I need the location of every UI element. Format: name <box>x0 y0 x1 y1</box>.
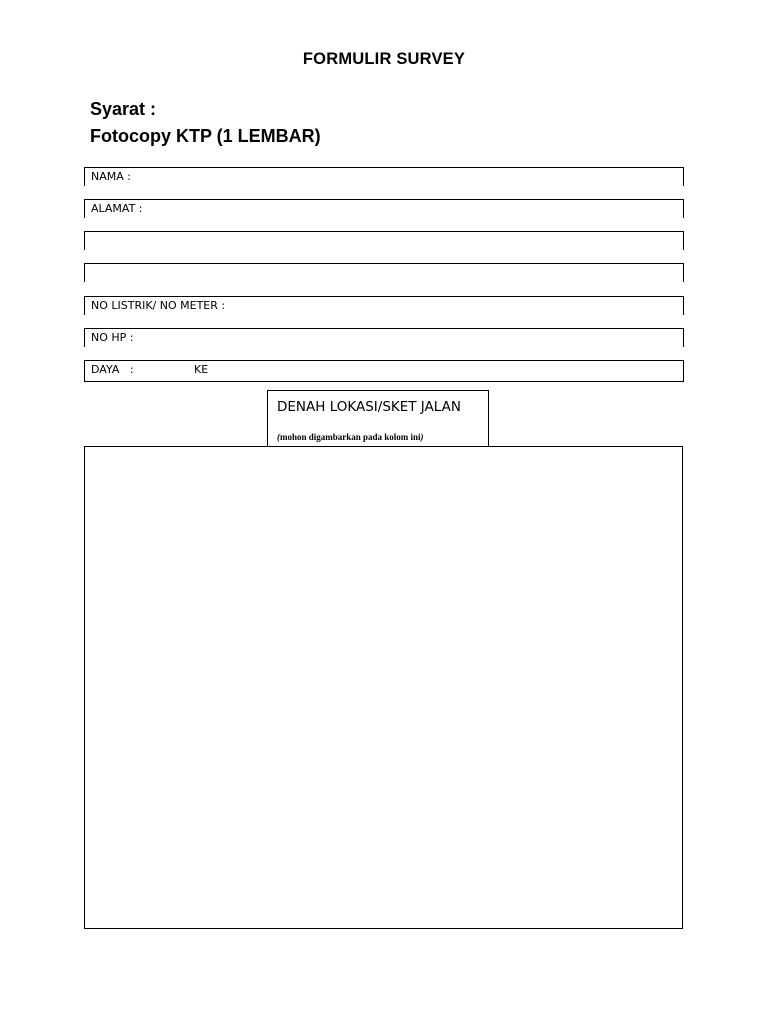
field-no-listrik[interactable] <box>84 296 684 315</box>
requirements-item: Fotocopy KTP (1 LEMBAR) <box>90 126 321 146</box>
map-note-text: mohon digambarkan pada kolom ini <box>280 432 421 442</box>
map-section-header <box>267 390 489 446</box>
form-title: FORMULIR SURVEY <box>302 50 466 68</box>
field-no-listrik-label: NO LISTRIK/ NO METER : <box>91 299 226 312</box>
map-section-note <box>277 432 424 442</box>
map-section-title: DENAH LOKASI/SKET JALAN <box>277 399 461 415</box>
field-nama-label: NAMA : <box>91 170 131 183</box>
field-daya[interactable] <box>84 360 684 382</box>
map-note-open-paren: ( <box>277 432 280 442</box>
field-alamat-label: ALAMAT : <box>91 202 143 215</box>
requirements-heading: Syarat : <box>90 99 157 119</box>
map-note-close-paren: ) <box>420 432 424 442</box>
field-no-hp-label: NO HP : <box>91 331 134 344</box>
field-nama[interactable] <box>84 167 684 186</box>
field-no-hp[interactable] <box>84 328 684 347</box>
field-daya-ke-label: KE <box>194 363 209 376</box>
field-daya-label: DAYA : <box>91 363 134 376</box>
field-alamat-line-2[interactable] <box>84 231 684 250</box>
field-alamat-line-3[interactable] <box>84 263 684 282</box>
field-alamat[interactable] <box>84 199 684 218</box>
map-drawing-area[interactable] <box>84 446 683 929</box>
